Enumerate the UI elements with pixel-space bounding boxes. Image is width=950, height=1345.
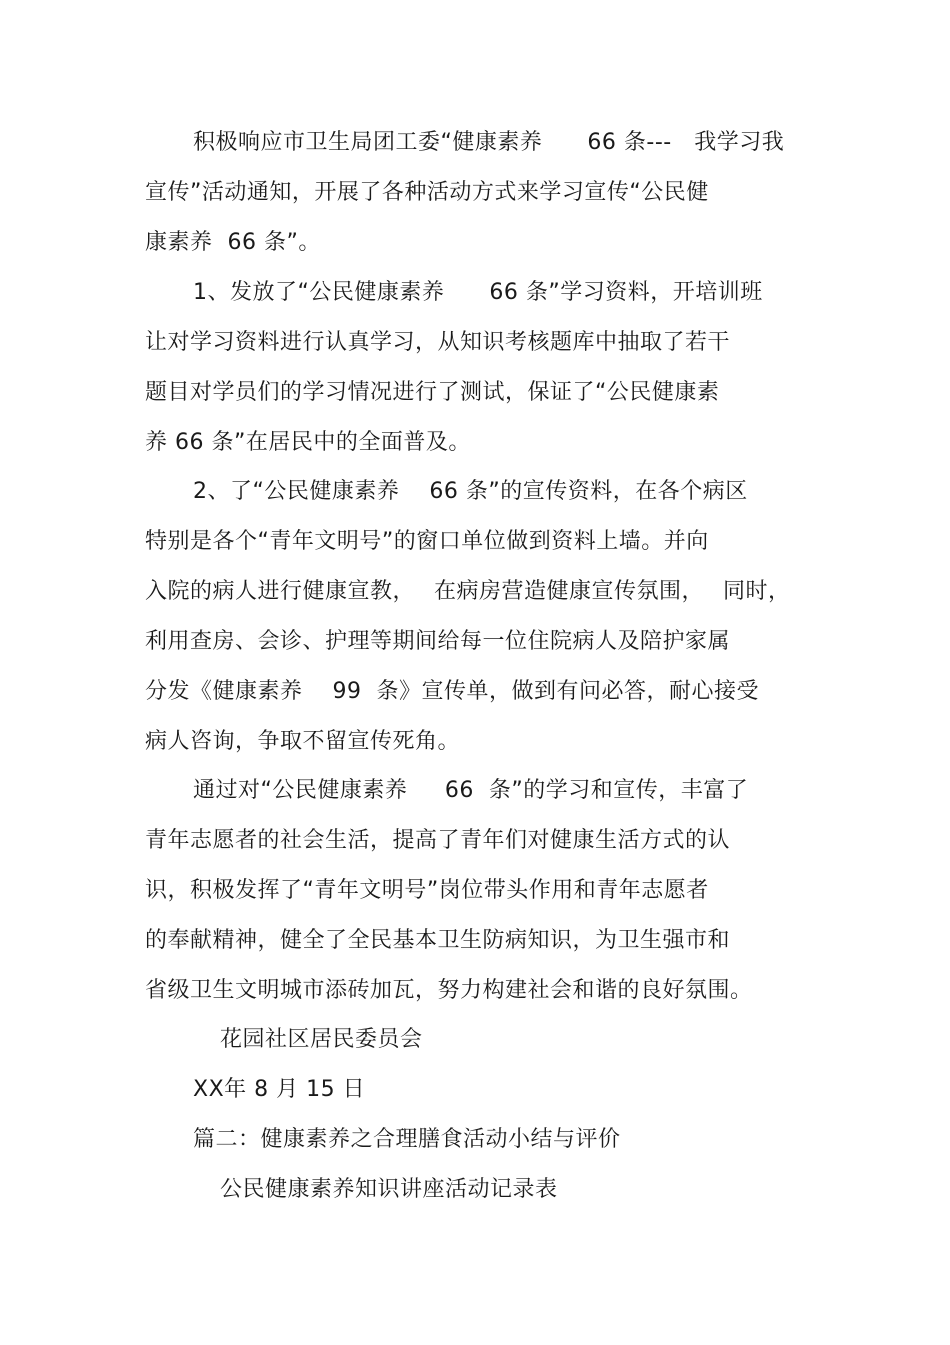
signature-date: XX年 8 月 15 日	[193, 1077, 366, 1102]
paragraph-line: 的奉献精神，健全了全民基本卫生防病知识，为卫生强市和	[145, 928, 731, 953]
paragraph-line: 入院的病人进行健康宣教， 在病房营造健康宣传氛围， 同时，	[145, 579, 791, 604]
paragraph-line: 养 66 条”在居民中的全面普及。	[145, 430, 471, 455]
paragraph-line: 分发《健康素养 99 条》宣传单，做到有问必答，耐心接受	[145, 679, 759, 704]
section-heading: 篇二：健康素养之合理膳食活动小结与评价	[193, 1127, 621, 1152]
paragraph-line: 省级卫生文明城市添砖加瓦，努力构建社会和谐的良好氛围。	[145, 978, 753, 1003]
paragraph-line: 识，积极发挥了“青年文明号”岗位带头作用和青年志愿者	[145, 878, 709, 903]
paragraph-line: 2、了“公民健康素养 66 条”的宣传资料，在各个病区	[193, 479, 748, 504]
paragraph-line: 让对学习资料进行认真学习，从知识考核题库中抽取了若干	[145, 330, 731, 355]
paragraph-line: 青年志愿者的社会生活，提高了青年们对健康生活方式的认	[145, 828, 731, 853]
paragraph-line: 通过对“公民健康素养 66 条”的学习和宣传，丰富了	[193, 778, 749, 803]
paragraph-line: 宣传”活动通知，开展了各种活动方式来学习宣传“公民健	[145, 180, 709, 205]
paragraph-line: 康素养 66 条”。	[145, 230, 321, 255]
paragraph-line: 利用查房、会诊、护理等期间给每一位住院病人及陪护家属	[145, 629, 731, 654]
signature-organization: 花园社区居民委员会	[220, 1027, 423, 1052]
paragraph-line: 题目对学员们的学习情况进行了测试，保证了“公民健康素	[145, 380, 720, 405]
paragraph-line: 积极响应市卫生局团工委“健康素养 66 条--- 我学习我	[193, 130, 785, 155]
section-subtitle: 公民健康素养知识讲座活动记录表	[220, 1177, 558, 1202]
paragraph-line: 特别是各个“青年文明号”的窗口单位做到资料上墙。并向	[145, 529, 709, 554]
paragraph-line: 病人咨询，争取不留宣传死角。	[145, 729, 461, 754]
paragraph-line: 1、发放了“公民健康素养 66 条”学习资料，开培训班	[193, 280, 763, 305]
